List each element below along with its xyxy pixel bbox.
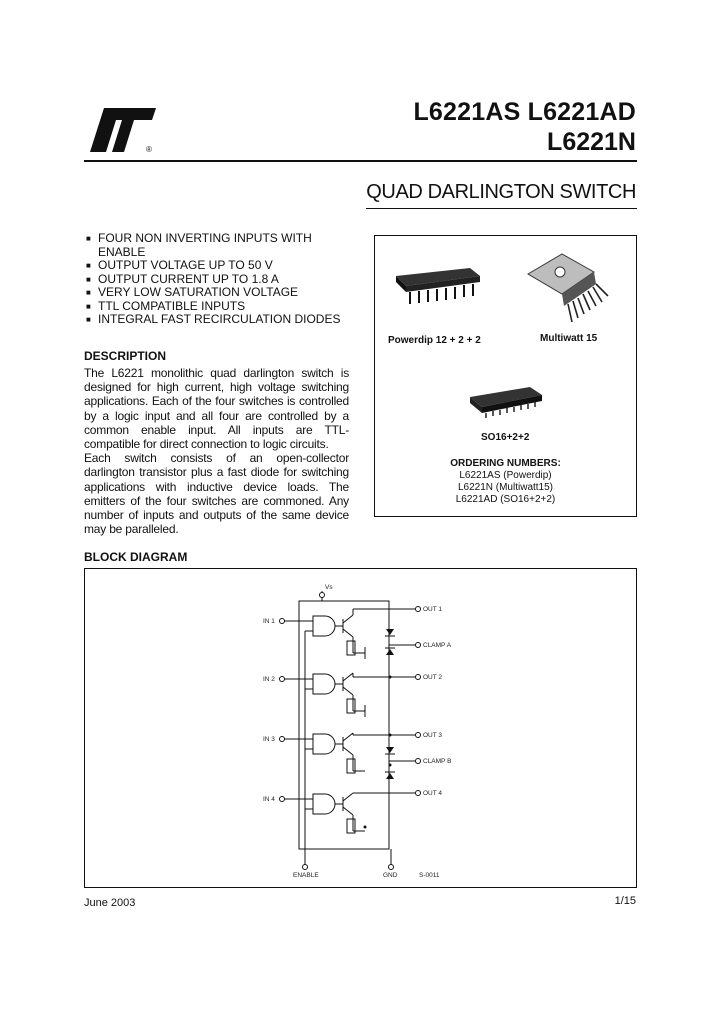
description-para: The L6221 monolithic quad darlington switch is designed for high current, high voltage switching applications. Each of the four switches is controlled by a logic input and all four are controlled by a common enable input. All inputs are TTL-compatible for direct connection to logic circuits. [84, 366, 349, 452]
subtitle-rule [366, 208, 637, 209]
output-label: OUT 2 [423, 674, 443, 681]
description-para: Each switch consists of an open-collector darlington transistor plus a fast diode for switching applications with inductive device loads. The emitters of the four switches are commoned. Any number of inputs and outputs of the same device may be paralleled. [84, 451, 349, 537]
output-label: CLAMP A [423, 642, 452, 649]
footer-page-number: 1/15 [614, 895, 636, 907]
st-logo [84, 100, 160, 156]
powerdip-label: Powerdip 12 + 2 + 2 [388, 335, 481, 346]
ordering-heading: ORDERING NUMBERS: [450, 458, 561, 469]
powerdip-package-image [392, 262, 484, 310]
description-body [84, 366, 349, 536]
feature-item: ■ FOUR NON INVERTING INPUTS WITH ENABLE [86, 232, 356, 259]
feature-item: ■ TTL COMPATIBLE INPUTS [86, 300, 356, 314]
gnd-label: GND [383, 872, 398, 879]
ordering-number: L6221N (Multiwatt15) [457, 482, 554, 493]
so-package-image [466, 383, 546, 423]
vs-label: Vs [325, 584, 333, 591]
footer-date: June 2003 [84, 897, 136, 909]
svg-text:®: ® [146, 145, 152, 154]
part-number-line2: L6221N [547, 128, 636, 156]
input-label: IN 2 [263, 676, 275, 683]
diagram-ref: S-0011 [419, 872, 440, 879]
feature-item: ■ OUTPUT VOLTAGE UP TO 50 V [86, 259, 356, 273]
so-label: SO16+2+2 [481, 432, 530, 443]
input-label: IN 3 [263, 736, 275, 743]
feature-item: ■ VERY LOW SATURATION VOLTAGE [86, 286, 356, 300]
document-subtitle: QUAD DARLINGTON SWITCH [366, 181, 636, 203]
enable-label: ENABLE [293, 872, 319, 879]
header-rule [84, 160, 637, 162]
input-label: IN 4 [263, 796, 275, 803]
output-label: CLAMP B [423, 758, 452, 765]
multiwatt-package-image [522, 250, 618, 328]
feature-item: ■ OUTPUT CURRENT UP TO 1.8 A [86, 273, 356, 287]
block-diagram-heading: BLOCK DIAGRAM [84, 550, 188, 564]
feature-list [86, 232, 356, 327]
ordering-number: L6221AD (SO16+2+2) [455, 494, 556, 505]
feature-item: ■ INTEGRAL FAST RECIRCULATION DIODES [86, 313, 356, 327]
part-number-line1: L6221AS L6221AD [413, 98, 636, 126]
description-heading: DESCRIPTION [84, 349, 167, 363]
input-label: IN 1 [263, 618, 275, 625]
multiwatt-label: Multiwatt 15 [540, 333, 598, 344]
ordering-number: L6221AS (Powerdip) [459, 470, 552, 481]
output-label: OUT 4 [423, 790, 443, 797]
output-label: OUT 1 [423, 606, 443, 613]
block-diagram [85, 569, 636, 887]
output-label: OUT 3 [423, 732, 443, 739]
